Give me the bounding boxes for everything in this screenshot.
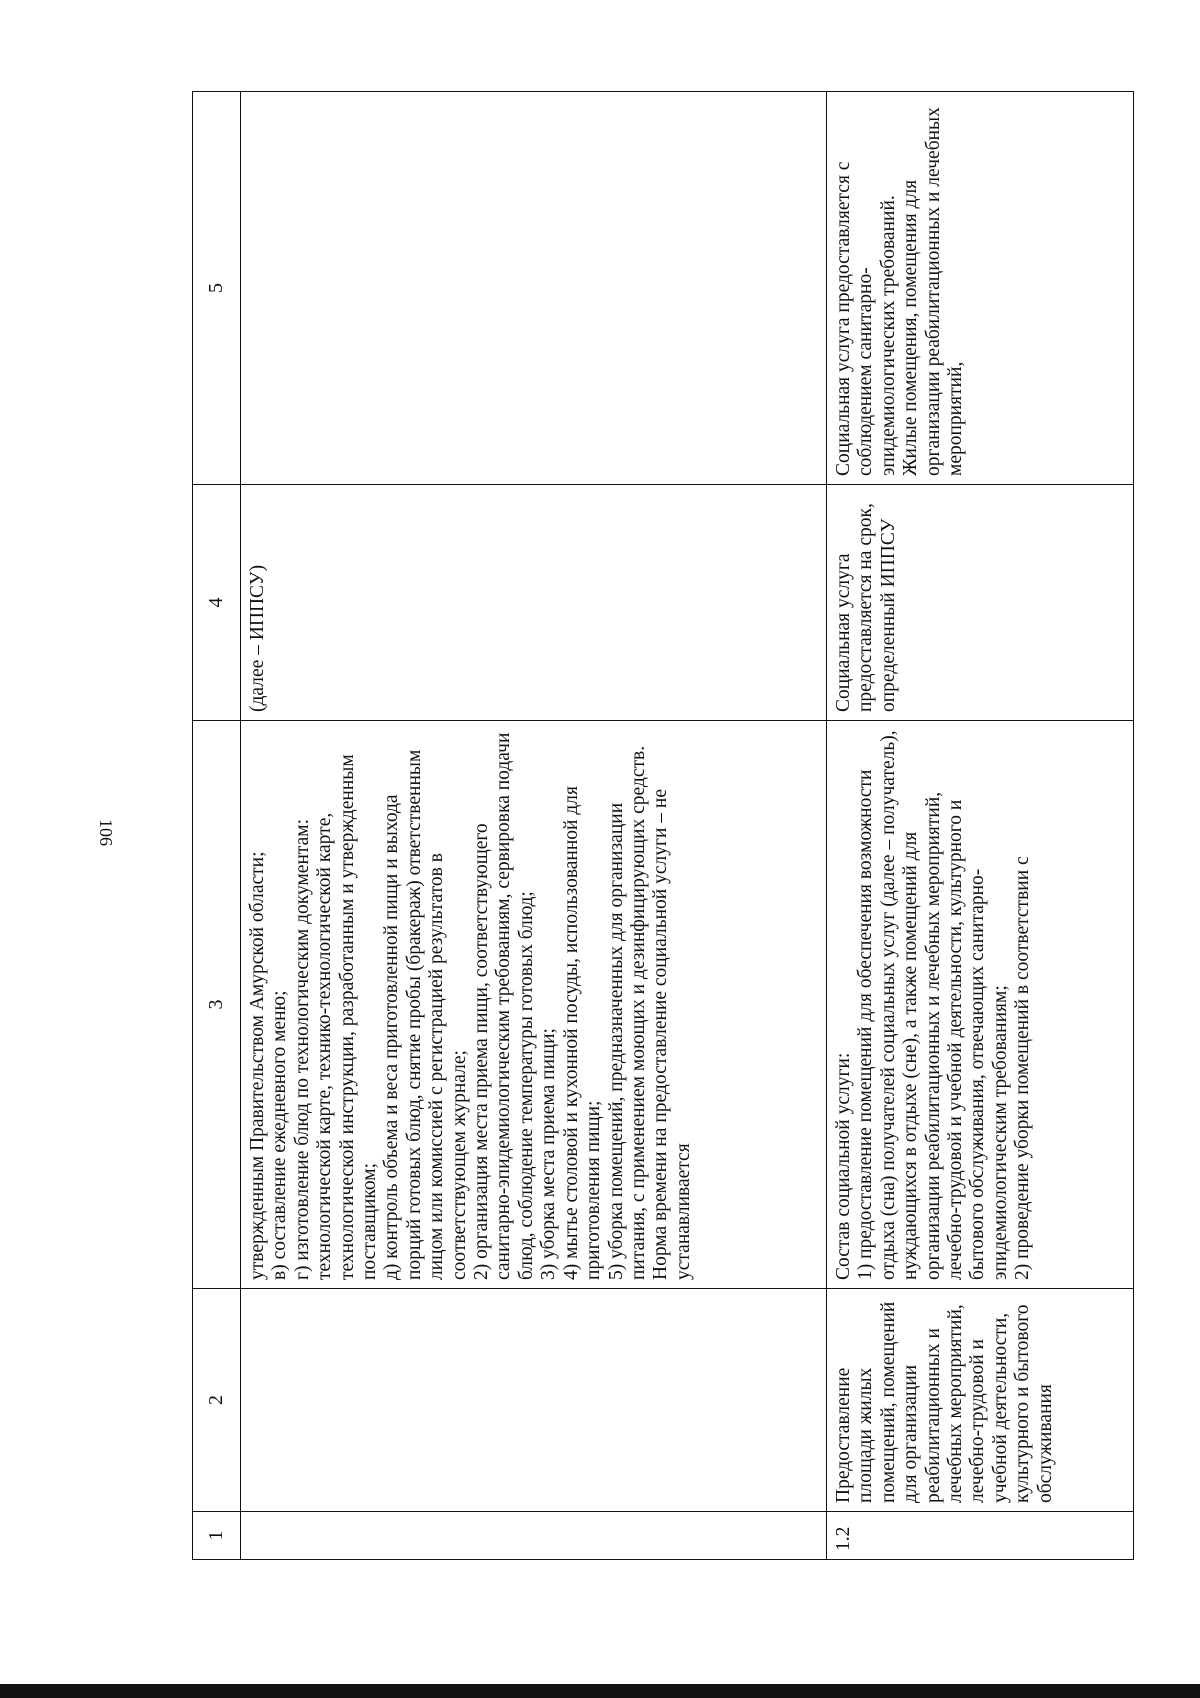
table-row [241, 92, 827, 1560]
header-cell: 4 [193, 485, 241, 721]
service-conditions-cell: Социальная услуга предоставляется с соблюдением санитарно-эпидемиологических требований. Жилые помещения, помещения для организации реабилитационных и лечебных мероприятий, [827, 92, 1134, 485]
service-conditions-cell [241, 92, 827, 485]
header-cell: 3 [193, 721, 241, 1289]
service-name-cell [241, 1289, 827, 1512]
row-number-cell [241, 1512, 827, 1560]
service-term-cell: (далее – ИППСУ) [241, 485, 827, 721]
header-cell: 2 [193, 1289, 241, 1512]
table-row [827, 92, 1134, 1560]
header-cell: 5 [193, 92, 241, 485]
row-number-cell: 1.2 [827, 1512, 1134, 1560]
scan-border [0, 1684, 1200, 1698]
services-table [192, 91, 1134, 1560]
service-name-cell: Предоставление площади жилых помещений, помещений для организации реабилитационных и лечебных мероприятий, лечебно-трудовой и учебной деятельности, культурного и бытового обслуживания [827, 1289, 1134, 1512]
service-term-cell: Социальная услуга предоставляется на срок, определенный ИППСУ [827, 485, 1134, 721]
page-number: 106 [96, 819, 116, 846]
document-sheet [192, 92, 1134, 1560]
header-cell: 1 [193, 1512, 241, 1560]
table-header-row [193, 92, 241, 1560]
service-description-cell: утвержденным Правительством Амурской области; в) составление ежедневного меню; г) изготовление блюд по технологическим документам: технологической карте, технико-технологической карте, технологической инструкции, разработанным и утвержденным поставщиком; д) контроль объема и веса приготовленной пищи и выхода порций готовых блюд, снятие пробы (бракераж) ответственным лицом или комиссией с регистрацией результатов в соответствующем журнале; 2) организация места приема пищи, соответствующего санитарно-эпидемиологическим требованиям, сервировка подачи блюд, соблюдение температуры готовых блюд; 3) уборка места приема пищи; 4) мытье столовой и кухонной посуды, использованной для приготовления пищи; 5) уборка помещений, предназначенных для организации питания, с применением моющих и дезинфицирующих средств. Норма времени на предоставление социальной услуги – не устанавливается [241, 721, 827, 1289]
service-description-cell: Состав социальной услуги: 1) предоставление помещений для обеспечения возможности отдыха (сна) получателей социальных услуг (далее – получатель), нуждающихся в отдыхе (сне), а также помещений для организации реабилитационных и лечебных мероприятий, лечебно-трудовой и учебной деятельности, культурного и бытового обслуживания, отвечающих санитарно-эпидемиологическим требованиям; 2) проведение уборки помещений в соответствии с [827, 721, 1134, 1289]
